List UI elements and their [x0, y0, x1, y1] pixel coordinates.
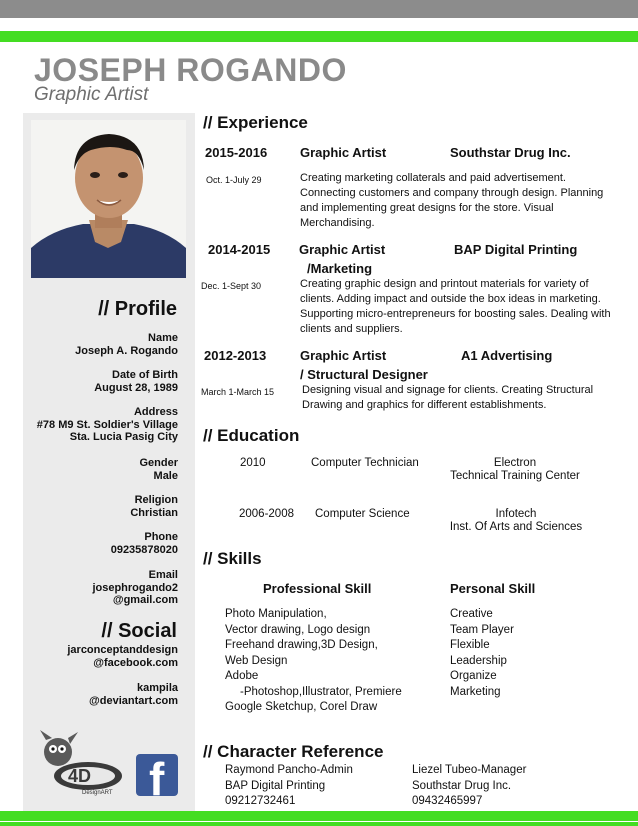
dob-value: August 28, 1989 — [94, 381, 178, 394]
list-item: Flexible — [450, 639, 490, 651]
exp2-date: Dec. 1-Sept 30 — [201, 281, 262, 291]
list-item: Team Player — [450, 623, 514, 636]
exp1-description: Creating marketing collaterals and paid advertisement. Connecting customers and company through design. Planning and implementing great designs for the store. Visual Merchandising. — [300, 172, 604, 229]
exp3-company: A1 Advertising — [461, 348, 553, 363]
exp2-company: BAP Digital Printing — [454, 242, 578, 257]
exp2-position-cont: /Marketing — [307, 261, 373, 276]
reference-heading: // Character Reference — [203, 742, 384, 761]
religion-value: Christian — [130, 506, 178, 519]
edu2-school-line1: Infotech — [495, 508, 537, 520]
edu2-year: 2006-2008 — [239, 508, 294, 520]
facebook-line1: jarconceptanddesign — [67, 644, 178, 656]
resume-title: Graphic Artist — [34, 84, 149, 105]
religion-field — [130, 494, 178, 519]
exp1-position: Graphic Artist — [300, 145, 387, 160]
professional-skill-list — [225, 607, 402, 716]
gender-value: Male — [153, 469, 178, 482]
list-item: Photo Manipulation, — [225, 608, 327, 620]
exp1-company: Southstar Drug Inc. — [450, 145, 571, 160]
name-label: Name — [148, 332, 178, 344]
facebook-handle — [67, 644, 178, 669]
profile-photo — [31, 120, 186, 278]
address-field — [37, 406, 178, 444]
list-item: Web Design — [225, 654, 288, 667]
profile-heading: // Profile — [98, 298, 177, 320]
list-item: -Photoshop,Illustrator, Premiere — [240, 685, 402, 698]
dob-field — [94, 369, 178, 394]
phone-value: 09235878020 — [110, 543, 178, 556]
svg-text:4D: 4D — [68, 766, 92, 786]
deviantart-handle — [89, 682, 178, 707]
logo-text: DesignART — [82, 790, 113, 796]
experience-heading: // Experience — [203, 113, 308, 132]
edu1-school — [440, 457, 590, 483]
list-item: Leadership — [450, 654, 507, 667]
skills-heading: // Skills — [203, 549, 262, 568]
list-item: Organize — [450, 670, 497, 682]
dob-label: Date of Birth — [112, 369, 178, 381]
name-value: Joseph A. Rogando — [75, 344, 178, 357]
reference-1 — [225, 763, 353, 810]
list-item: Google Sketchup, Corel Draw — [225, 701, 378, 713]
edu2-school — [440, 508, 592, 534]
phone-field — [111, 531, 178, 556]
gender-label: Gender — [139, 457, 178, 469]
deviantart-line1: kampila — [137, 682, 178, 694]
address-label: Address — [133, 406, 178, 418]
reference-2-phone: 09432465997 — [412, 795, 483, 807]
email-line1: josephrogando2 — [92, 581, 178, 594]
design-art-logo — [38, 730, 124, 796]
list-item: Marketing — [450, 685, 501, 698]
edu1-school-line1: Electron — [493, 457, 537, 469]
gender-field — [139, 457, 178, 482]
exp3-description: Designing visual and signage for clients. Creating Structural Drawing and graphics for different establishments. — [302, 384, 594, 411]
edu2-course: Computer Science — [315, 508, 410, 520]
exp2-years: 2014-2015 — [208, 242, 271, 257]
list-item: Adobe — [225, 670, 259, 682]
reference-1-phone: 09212732461 — [225, 795, 296, 807]
exp1-years: 2015-2016 — [205, 145, 268, 160]
facebook-line2: @facebook.com — [93, 656, 178, 669]
exp3-date: March 1-March 15 — [201, 387, 275, 397]
professional-skill-heading: Professional Skill — [263, 581, 372, 596]
email-field — [92, 569, 178, 607]
exp2-description: Creating graphic design and printout materials for variety of clients. Adding impact and outside the box ideas in marketing. Supporting micro-entrepreneurs for boosting sales. Dealing with clients and suppliers. — [300, 278, 611, 335]
reference-2-company: Southstar Drug Inc. — [412, 779, 512, 792]
bottom-green-bar — [0, 811, 638, 821]
reference-1-name: Raymond Pancho-Admin — [225, 764, 353, 776]
facebook-icon — [136, 754, 178, 796]
facebook-glyph: f — [149, 754, 165, 796]
exp3-position: Graphic Artist — [300, 348, 387, 363]
resume-name: JOSEPH ROGANDO — [34, 52, 347, 88]
exp2-position: Graphic Artist — [299, 242, 386, 257]
edu1-course: Computer Technician — [311, 457, 419, 469]
phone-label: Phone — [144, 531, 178, 543]
top-green-bar — [0, 31, 638, 42]
top-gray-bar — [0, 0, 638, 18]
exp3-position-cont: / Structural Designer — [300, 367, 428, 382]
bottom-green-line — [0, 822, 638, 826]
exp3-years: 2012-2013 — [204, 348, 267, 363]
address-line1: #78 M9 St. Soldier's Village — [36, 418, 178, 431]
personal-skill-heading: Personal Skill — [450, 581, 536, 596]
edu2-school-line2: Inst. Of Arts and Sciences — [449, 521, 583, 533]
exp1-date: Oct. 1-July 29 — [206, 175, 262, 185]
name-field — [75, 332, 178, 357]
address-line2: Sta. Lucia Pasig City — [69, 431, 178, 443]
personal-skill-list — [450, 607, 514, 700]
list-item: Freehand drawing,3D Design, — [225, 639, 378, 651]
edu1-year: 2010 — [240, 457, 266, 469]
social-heading: // Social — [101, 620, 177, 642]
reference-2-name: Liezel Tubeo-Manager — [412, 764, 527, 776]
education-heading: // Education — [203, 426, 300, 445]
edu1-school-line2: Technical Training Center — [450, 470, 580, 482]
email-label: Email — [148, 569, 178, 581]
list-item: Vector drawing, Logo design — [225, 623, 371, 636]
deviantart-line2: @deviantart.com — [89, 694, 178, 707]
list-item: Creative — [450, 608, 493, 620]
reference-2 — [412, 763, 526, 810]
religion-label: Religion — [134, 494, 178, 506]
reference-1-company: BAP Digital Printing — [225, 779, 326, 792]
email-line2: @gmail.com — [112, 594, 178, 606]
